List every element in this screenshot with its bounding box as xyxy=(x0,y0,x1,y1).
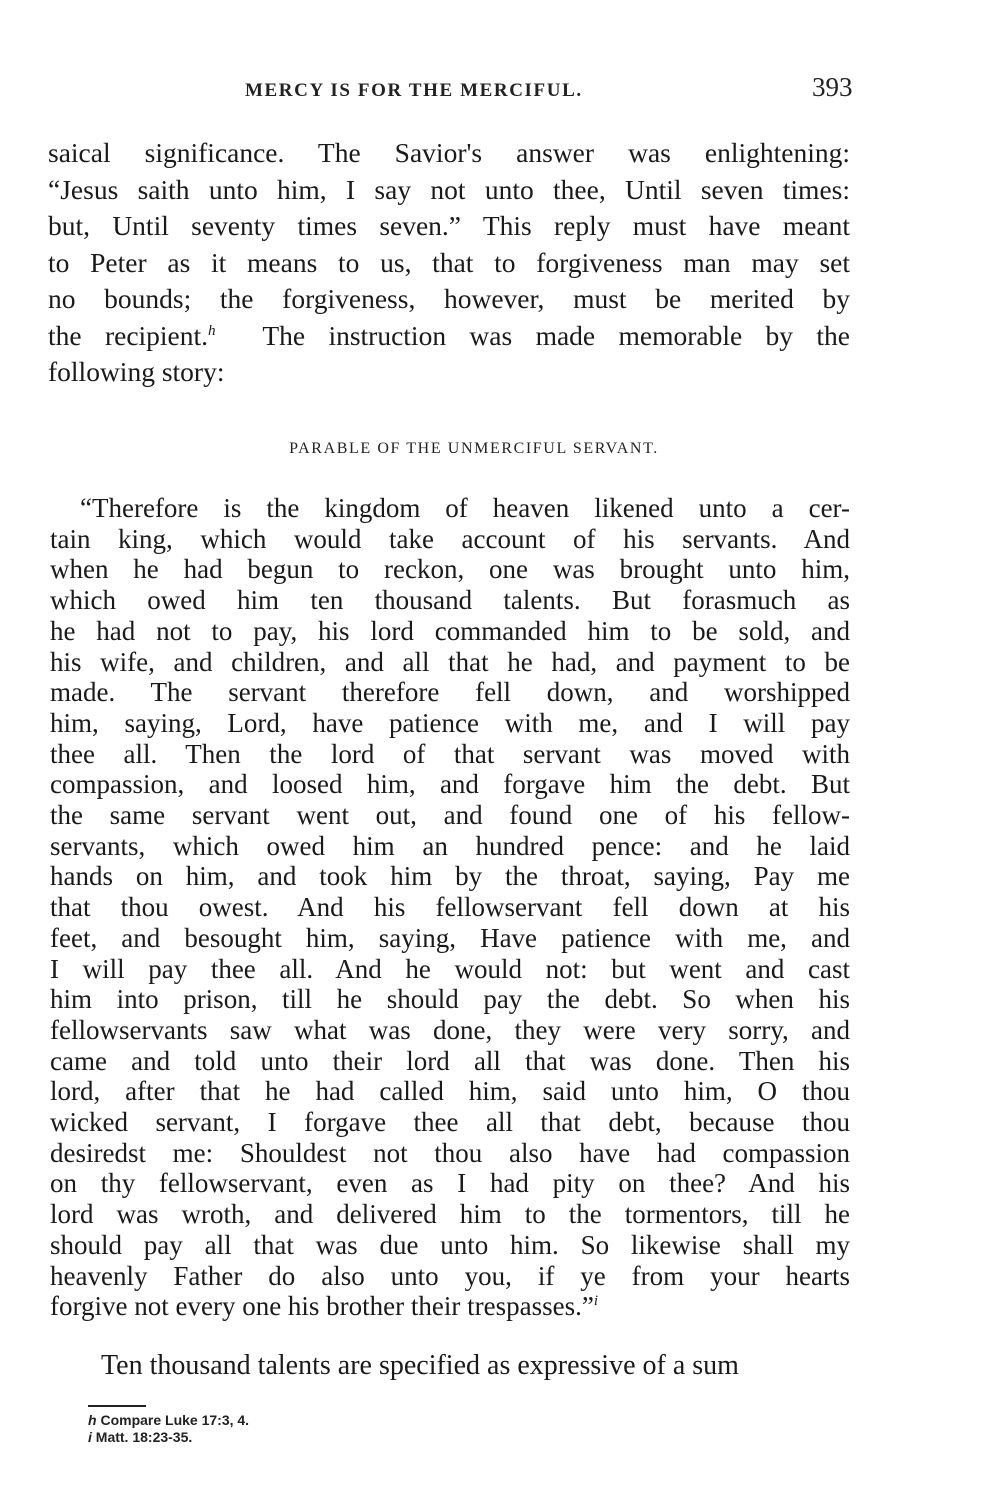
footnote-mark: h xyxy=(88,1412,97,1428)
text-line: lord was wroth, and delivered him to the tormentors, till he xyxy=(50,1199,850,1230)
section-heading xyxy=(0,440,1000,458)
text-line: servants, which owed him an hundred pence: and he laid xyxy=(50,830,850,861)
text-line: wicked servant, I forgave thee all that debt, because thou xyxy=(50,1107,850,1138)
text-line: fellowservants saw what was done, they were very sorry, and xyxy=(50,1014,850,1045)
text-line: on thy fellowservant, even as I had pity on thee? And his xyxy=(50,1168,850,1199)
text-line: following story: xyxy=(48,356,225,387)
intro-paragraph xyxy=(48,135,850,391)
text-line: thee all. Then the lord of that servant was moved with xyxy=(50,738,850,769)
footnote-mark: i xyxy=(88,1429,92,1445)
text-line xyxy=(48,318,850,355)
text-line: which owed him ten thousand talents. But forasmuch as xyxy=(50,585,850,616)
text-line: he had not to pay, his lord commanded him to be sold, and xyxy=(50,615,850,646)
text-line: tain king, which would take account of his servants. And xyxy=(50,523,850,554)
text-line: desiredst me: Shouldest not thou also have had compassion xyxy=(50,1137,850,1168)
text-line: him into prison, till he should pay the debt. So when his xyxy=(50,984,850,1015)
page-number: 393 xyxy=(812,72,853,102)
text-fragment: forgive not every one his brother their trespasses.” xyxy=(50,1291,594,1322)
footnote-divider xyxy=(88,1405,146,1407)
text-line: that thou owest. And his fellowservant fell down at his xyxy=(50,892,850,923)
footnotes xyxy=(88,1412,249,1446)
section-heading-text: PARABLE OF THE UNMERCIFUL SERVANT. xyxy=(289,440,659,457)
text-fragment: The instruction was made memorable by the xyxy=(262,319,850,351)
text-line xyxy=(50,1291,850,1322)
text-line: his wife, and children, and all that he had, and payment to be xyxy=(50,646,850,677)
text-line: came and told unto their lord all that was done. Then his xyxy=(50,1045,850,1076)
footnote-text: Matt. 18:23-35. xyxy=(95,1429,193,1445)
text-line: lord, after that he had called him, said unto him, O thou xyxy=(50,1076,850,1107)
text-fragment: the recipient. xyxy=(48,319,209,351)
text-line: compassion, and loosed him, and forgave him the debt. But xyxy=(50,769,850,800)
text-line: feet, and besought him, saying, Have patience with me, and xyxy=(50,922,850,953)
closing-paragraph: Ten thousand talents are specified as expressive of a sum xyxy=(101,1350,739,1381)
text-line: to Peter as it means to us, that to forgiveness man may set xyxy=(48,246,850,278)
parable-quotation xyxy=(50,493,850,1322)
text-line: should pay all that was due unto him. So likewise shall my xyxy=(50,1229,850,1260)
text-line: I will pay thee all. And he would not: but went and cast xyxy=(50,953,850,984)
footnote-reference-i: i xyxy=(593,1293,598,1310)
text-line: but, Until seventy times seven.” This reply must have meant xyxy=(48,210,850,241)
text-line: the same servant went out, and found one of his fellow- xyxy=(50,800,850,831)
text-line: him, saying, Lord, have patience with me, and I will pay xyxy=(50,707,850,738)
text-line: “Therefore is the kingdom of heaven likened unto a cer- xyxy=(80,493,850,523)
text-line: “Jesus saith unto him, I say not unto thee, Until seven times: xyxy=(48,173,850,205)
text-line: heavenly Father do also unto you, if ye from your hearts xyxy=(50,1260,850,1291)
text-line: no bounds; the forgiveness, however, must be merited by xyxy=(48,283,850,314)
text-line: hands on him, and took him by the throat, saying, Pay me xyxy=(50,861,850,892)
running-head: MERCY IS FOR THE MERCIFUL. xyxy=(245,80,583,101)
footnote-text: Compare Luke 17:3, 4. xyxy=(100,1412,250,1428)
text-line: when he had begun to reckon, one was brought unto him, xyxy=(50,554,850,585)
footnote-reference-h: h xyxy=(208,322,216,339)
footnote xyxy=(88,1429,249,1446)
footnote xyxy=(88,1412,249,1429)
text-line: made. The servant therefore fell down, and worshipped xyxy=(50,677,850,708)
text-line: saical significance. The Savior's answer was enlightening: xyxy=(48,137,850,168)
